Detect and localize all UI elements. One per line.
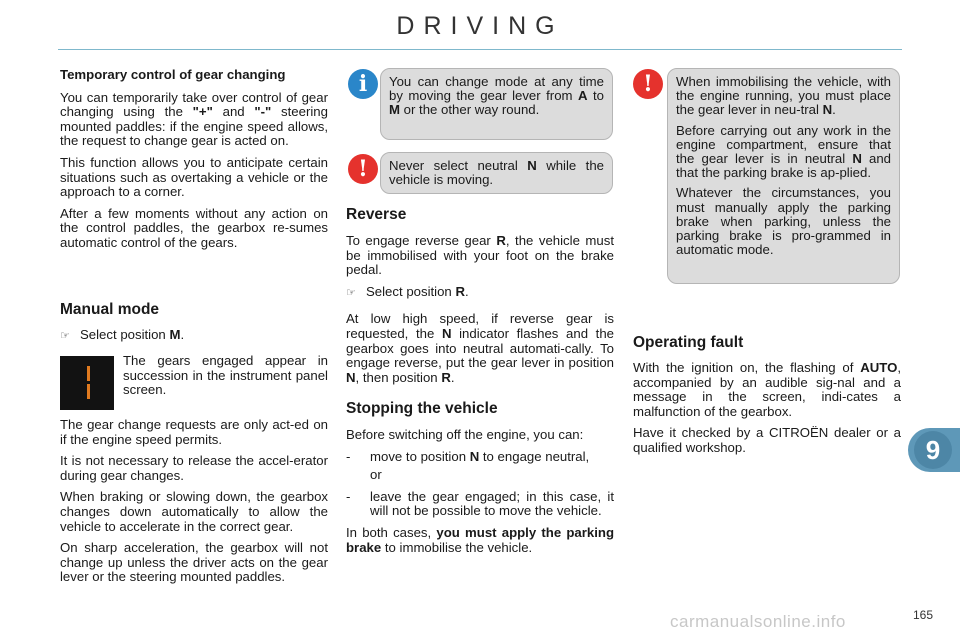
chapter-tab[interactable] [908, 428, 960, 472]
page-number: 165 [913, 608, 934, 622]
immobilising-warning-paragraph-2: Before carrying out any work in the engine compartment, ensure that the gear lever is in neutral N and that the parking brake is ap-plied. [676, 122, 891, 181]
stopping-list-item-1: - move to position N to engage neutral, [346, 448, 590, 464]
info-note-box [380, 68, 613, 140]
pointing-hand-icon: ☞ [346, 286, 356, 299]
operating-fault-paragraph-1: With the ignition on, the flashing of AUTO, accompanied by an audible sig-nal and a message in the screen, indi-cates a malfunction of the gearbox. [633, 360, 901, 419]
operating-fault-section [633, 361, 901, 463]
chapter-number: 9 [914, 431, 952, 469]
immobilising-warning-box [667, 68, 900, 284]
reverse-paragraph-2: At low high speed, if reverse gear is requested, the N indicator flashes and the gearbox goes into neutral automati-cally. To engage reverse, put the gear lever in position N, then position R. [346, 311, 614, 385]
stopping-heading: Stopping the vehicle [346, 400, 498, 417]
neutral-warning-text: Never select neutral N while the vehicle is moving. [389, 158, 604, 188]
watermark: carmanualsonline.info [670, 612, 846, 631]
manual-paragraph-1: The gear change requests are only act-ed on if the engine speed permits. [60, 417, 328, 447]
temporary-control-paragraph-3: After a few moments without any action on the control paddles, the gearbox re-sumes automatic control of the gears. [60, 205, 328, 250]
stopping-paragraph-1: Before switching off the engine, you can: [346, 427, 584, 442]
immobilising-warning-paragraph-1: When immobilising the vehicle, with the engine running, you must place the gear lever in neu-tral N. [676, 74, 891, 118]
pointing-hand-icon: ☞ [60, 330, 70, 342]
manual-paragraph-3: When braking or slowing down, the gearbox changes down automatically to allow the vehicle to accelerate in the correct gear. [60, 489, 328, 534]
title-divider [58, 49, 902, 50]
temporary-control-paragraph-1: You can temporarily take over control of gear changing using the "+" and "-" steering mounted paddles: if the engine speed allows, the request to change gear is acted on. [60, 89, 328, 149]
temporary-control-heading: Temporary control of gear changing [60, 67, 286, 82]
reverse-section [346, 234, 614, 392]
reverse-select-step: ☞ Select position R. [346, 283, 469, 299]
operating-fault-heading: Operating fault [633, 334, 744, 351]
info-note-text: You can change mode at any time by moving the gear lever from A to M or the other way round. [389, 74, 604, 118]
instrument-panel-screen-illustration [60, 356, 114, 410]
manual-mode-heading: Manual mode [60, 301, 160, 318]
neutral-warning-box [380, 152, 613, 194]
page-title: DRIVING [396, 12, 564, 40]
manual-screen-description: The gears engaged appear in succession in the instrument panel screen. [123, 353, 328, 398]
warning-icon: ! [633, 69, 663, 99]
stopping-list-item-2: - leave the gear engaged; in this case, it will not be possible to move the vehicle. [346, 488, 614, 519]
reverse-paragraph-1: To engage reverse gear R, the vehicle must be immobilised with your foot on the brake pedal. [346, 233, 614, 278]
gear-digit-graphic [60, 356, 114, 410]
info-icon: i [348, 69, 378, 99]
manual-mode-body [60, 418, 328, 592]
immobilising-warning-paragraph-3: Whatever the circumstances, you must manually apply the parking brake when parking, unless the parking brake is pro-grammed in automatic mode. [676, 185, 891, 258]
reverse-heading: Reverse [346, 206, 407, 223]
temporary-control-section [60, 68, 328, 258]
operating-fault-paragraph-2: Have it checked by a CITROËN dealer or a qualified workshop. [633, 425, 901, 455]
manual-paragraph-4: On sharp acceleration, the gearbox will not change up unless the driver acts on the gear lever or the steering mounted paddles. [60, 540, 328, 585]
manual-select-step: ☞ Select position M. [60, 327, 185, 342]
stopping-paragraph-2: In both cases, you must apply the parking brake to immobilise the vehicle. [346, 524, 614, 555]
stopping-section [346, 428, 614, 562]
manual-paragraph-2: It is not necessary to release the accel-erator during gear changes. [60, 453, 328, 483]
stopping-or: or [370, 467, 382, 483]
temporary-control-paragraph-2: This function allows you to anticipate certain situations such as overtaking a vehicle or the approach to a corner. [60, 154, 328, 200]
warning-icon: ! [348, 154, 378, 184]
